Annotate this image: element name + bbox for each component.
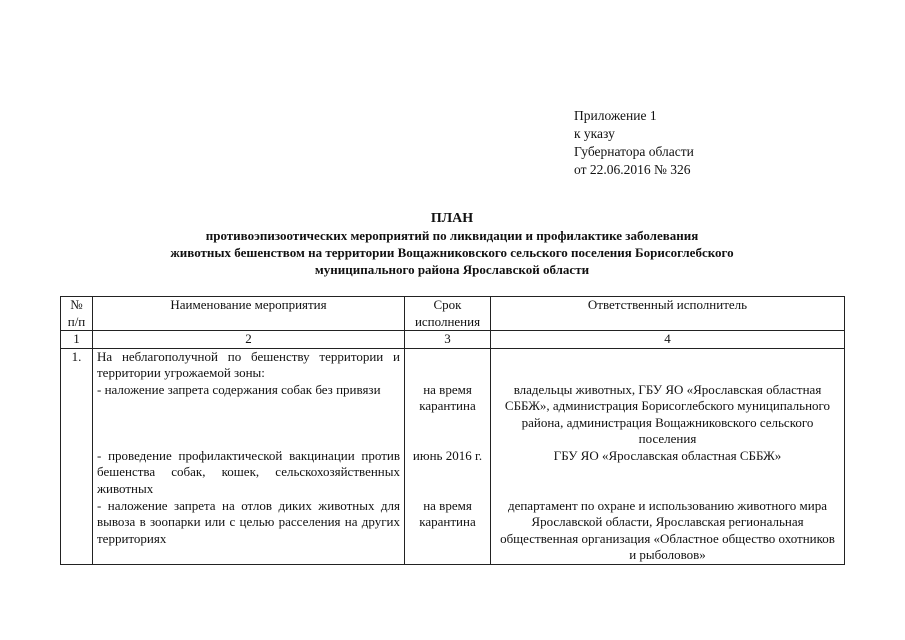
- appendix-block: [574, 107, 694, 179]
- terms-cell: [405, 348, 491, 564]
- document-title: [60, 210, 844, 278]
- appendix-line: к указу: [574, 126, 615, 141]
- executor-item: владельцы животных, ГБУ ЯО «Ярославская областная СББЖ», администрация Борисоглебского муниципального района, администрация Вощажниковского сельского поселения: [504, 381, 831, 446]
- row-intro: На неблагополучной по бешенству территории и территории угрожаемой зоны:: [97, 348, 400, 380]
- appendix-line: Губернатора области: [574, 144, 694, 159]
- term-item: июнь 2016 г.: [412, 447, 483, 463]
- executor-item: ГБУ ЯО «Ярославская областная СББЖ»: [553, 447, 782, 463]
- header-executor: Ответственный исполнитель: [491, 297, 845, 331]
- measure-item: - наложение запрета содержания собак без привязи: [97, 381, 381, 397]
- executor-item: департамент по охране и использованию животного мира Ярославской области, Ярославская региональная общественная организация «Областное общество охотников и рыболовов»: [500, 497, 835, 562]
- header-name: Наименование мероприятия: [93, 297, 405, 331]
- column-number: 4: [491, 331, 845, 349]
- title-line: муниципального района Ярославской области: [314, 262, 590, 277]
- title-line: противоэпизоотических мероприятий по ликвидации и профилактике заболевания: [205, 228, 699, 243]
- title-heading: ПЛАН: [430, 211, 474, 226]
- measures-cell: [93, 348, 405, 564]
- term-item: на время карантина: [419, 381, 476, 413]
- row-number: 1.: [61, 348, 93, 564]
- column-number: 3: [405, 331, 491, 349]
- measure-item: - наложение запрета на отлов диких животных для вывоза в зоопарки или с целью расселения на других территориях: [97, 497, 400, 546]
- executors-cell: [491, 348, 845, 564]
- column-number: 1: [61, 331, 93, 349]
- table-header-row: [61, 297, 845, 331]
- table-row: [61, 348, 845, 564]
- plan-table: [60, 296, 845, 565]
- header-num: № п/п: [61, 297, 93, 331]
- title-line: животных бешенством на территории Вощажниковского сельского поселения Борисоглебского: [170, 245, 734, 260]
- appendix-date: от 22.06.2016 № 326: [574, 162, 691, 177]
- appendix-line: Приложение 1: [574, 108, 657, 123]
- measure-item: - проведение профилактической вакцинации против бешенства собак, кошек, сельскохозяйственных животных: [97, 447, 400, 496]
- column-number: 2: [93, 331, 405, 349]
- term-item: на время карантина: [419, 497, 476, 529]
- column-number-row: [61, 331, 845, 349]
- header-term: Срок исполнения: [405, 297, 491, 331]
